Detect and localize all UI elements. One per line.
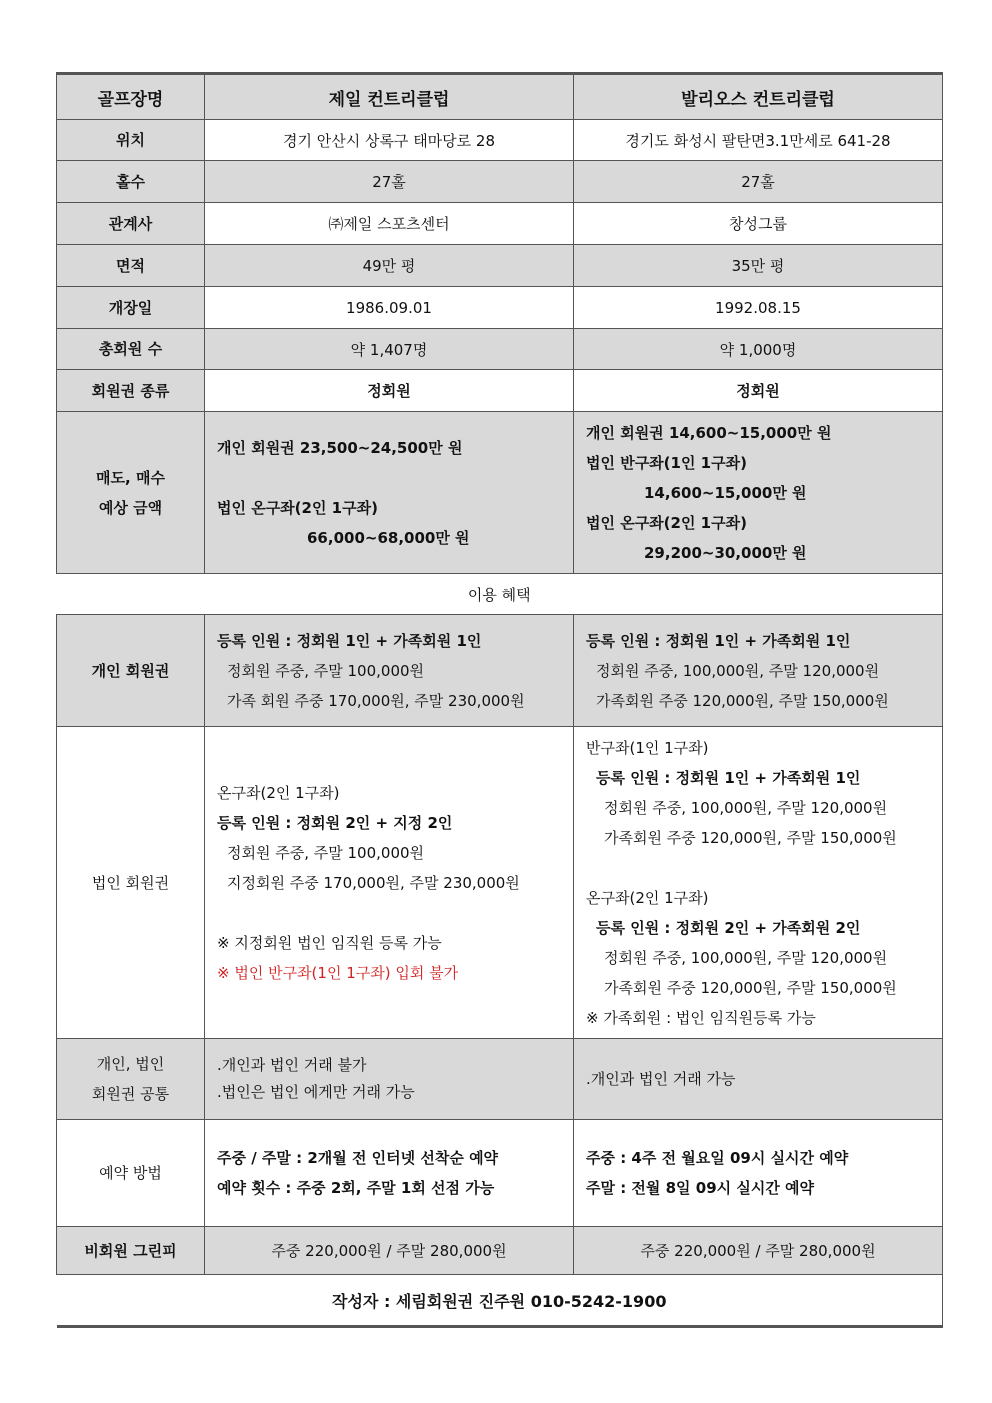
corporate-b-line: 정회원 주중, 100,000원, 주말 120,000원 (604, 948, 888, 967)
individual-b (574, 615, 943, 727)
holes-b: 27홀 (574, 161, 943, 203)
reservation-a-line: 예약 횟수 : 주중 2회, 주말 1회 선점 가능 (217, 1179, 495, 1197)
row-members (57, 329, 943, 370)
row-area (57, 245, 943, 287)
row-membership-type (57, 370, 943, 412)
label-common-line-1: 개인, 법인 (96, 1055, 165, 1073)
golf-club-comparison-table (56, 72, 943, 1328)
individual-a-line: 등록 인원 : 정회원 1인 + 가족회원 1인 (217, 631, 482, 650)
individual-a-line: 가족 회원 주중 170,000원, 주말 230,000원 (227, 691, 525, 710)
common-a (205, 1039, 574, 1120)
affiliate-a: ㈜제일 스포츠센터 (205, 203, 574, 245)
individual-b-line: 정회원 주중, 100,000원, 주말 120,000원 (596, 661, 880, 680)
individual-b-line: 가족회원 주중 120,000원, 주말 150,000원 (596, 691, 889, 710)
label-price-line-2: 예상 금액 (98, 498, 163, 517)
label-holes: 홀수 (57, 161, 205, 203)
row-benefits-title (57, 574, 943, 615)
row-location (57, 120, 943, 161)
row-holes (57, 161, 943, 203)
membership-type-b: 정회원 (574, 370, 943, 412)
label-common-line-2: 회원권 공통 (91, 1085, 170, 1103)
row-opening (57, 287, 943, 329)
green-fee-a: 주중 220,000원 / 주말 280,000원 (205, 1227, 574, 1275)
price-a-line: 개인 회원권 23,500~24,500만 원 (217, 438, 463, 457)
label-membership-type: 회원권 종류 (57, 370, 205, 412)
corporate-a-line: 지정회원 주중 170,000원, 주말 230,000원 (227, 873, 520, 892)
row-price (57, 412, 943, 574)
row-affiliate (57, 203, 943, 245)
price-b-line: 14,600~15,000만 원 (644, 483, 807, 502)
corporate-a-note: ※ 지정회원 법인 임직원 등록 가능 (217, 933, 442, 952)
corporate-a-warning: ※ 법인 반구좌(1인 1구좌) 입회 불가 (217, 963, 459, 982)
corporate-b-line: 정회원 주중, 100,000원, 주말 120,000원 (604, 798, 888, 817)
label-members: 총회원 수 (57, 329, 205, 370)
row-author (57, 1275, 943, 1327)
corporate-b-line: 등록 인원 : 정회원 1인 + 가족회원 1인 (596, 768, 861, 787)
author-line: 작성자 : 세림회원권 진주원 010-5242-1900 (57, 1275, 943, 1327)
corporate-b (574, 727, 943, 1039)
reservation-a (205, 1120, 574, 1227)
corporate-b-line: 온구좌(2인 1구좌) (586, 888, 709, 907)
label-individual: 개인 회원권 (57, 615, 205, 727)
label-price (57, 412, 205, 574)
header-club-b: 발리오스 컨트리클럽 (574, 74, 943, 120)
price-b-line: 개인 회원권 14,600~15,000만 원 (586, 423, 832, 442)
label-affiliate: 관계사 (57, 203, 205, 245)
label-green-fee: 비회원 그린피 (57, 1227, 205, 1275)
label-reservation: 예약 방법 (57, 1120, 205, 1227)
price-b-line: 29,200~30,000만 원 (644, 543, 807, 562)
corporate-a-line: 정회원 주중, 주말 100,000원 (227, 843, 425, 862)
common-a-line: .개인과 법인 거래 불가 (217, 1056, 367, 1074)
label-area: 면적 (57, 245, 205, 287)
label-price-line-1: 매도, 매수 (96, 468, 165, 487)
opening-a: 1986.09.01 (205, 287, 574, 329)
price-b (574, 412, 943, 574)
label-common (57, 1039, 205, 1120)
members-a: 약 1,407명 (205, 329, 574, 370)
common-b (574, 1039, 943, 1120)
row-corporate (57, 727, 943, 1039)
price-b-line: 법인 온구좌(2인 1구좌) (586, 513, 747, 532)
header-label: 골프장명 (57, 74, 205, 120)
individual-a (205, 615, 574, 727)
price-b-line: 법인 반구좌(1인 1구좌) (586, 453, 747, 472)
label-location: 위치 (57, 120, 205, 161)
corporate-b-line: 가족회원 주중 120,000원, 주말 150,000원 (604, 978, 897, 997)
reservation-a-line: 주중 / 주말 : 2개월 전 인터넷 선착순 예약 (217, 1149, 499, 1167)
reservation-b-line: 주중 : 4주 전 월요일 09시 실시간 예약 (586, 1149, 849, 1167)
corporate-a-line: 온구좌(2인 1구좌) (217, 783, 340, 802)
benefits-title: 이용 혜택 (57, 574, 943, 615)
membership-type-a: 정회원 (205, 370, 574, 412)
green-fee-b: 주중 220,000원 / 주말 280,000원 (574, 1227, 943, 1275)
corporate-b-note: ※ 가족회원 : 법인 임직원등록 가능 (586, 1008, 816, 1027)
location-b: 경기도 화성시 팔탄면3.1만세로 641-28 (574, 120, 943, 161)
row-individual (57, 615, 943, 727)
corporate-b-line: 가족회원 주중 120,000원, 주말 150,000원 (604, 828, 897, 847)
price-a-line: 66,000~68,000만 원 (307, 528, 470, 547)
corporate-b-line: 등록 인원 : 정회원 2인 + 가족회원 2인 (596, 918, 861, 937)
label-opening: 개장일 (57, 287, 205, 329)
row-reservation (57, 1120, 943, 1227)
reservation-b-line: 주말 : 전월 8일 09시 실시간 예약 (586, 1179, 815, 1197)
members-b: 약 1,000명 (574, 329, 943, 370)
header-club-a: 제일 컨트리클럽 (205, 74, 574, 120)
comparison-sheet (56, 72, 942, 1328)
common-a-line: .법인은 법인 에게만 거래 가능 (217, 1083, 415, 1101)
price-a-line: 법인 온구좌(2인 1구좌) (217, 498, 378, 517)
area-a: 49만 평 (205, 245, 574, 287)
area-b: 35만 평 (574, 245, 943, 287)
corporate-b-line: 반구좌(1인 1구좌) (586, 738, 709, 757)
holes-a: 27홀 (205, 161, 574, 203)
individual-b-line: 등록 인원 : 정회원 1인 + 가족회원 1인 (586, 631, 851, 650)
corporate-a-line: 등록 인원 : 정회원 2인 + 지정 2인 (217, 813, 453, 832)
row-common (57, 1039, 943, 1120)
individual-a-line: 정회원 주중, 주말 100,000원 (227, 661, 425, 680)
location-a: 경기 안산시 상록구 태마당로 28 (205, 120, 574, 161)
reservation-b (574, 1120, 943, 1227)
price-a (205, 412, 574, 574)
corporate-a (205, 727, 574, 1039)
affiliate-b: 창성그룹 (574, 203, 943, 245)
label-corporate: 법인 회원권 (57, 727, 205, 1039)
row-green-fee (57, 1227, 943, 1275)
header-row (57, 74, 943, 120)
common-b-line: .개인과 법인 거래 가능 (586, 1070, 736, 1088)
opening-b: 1992.08.15 (574, 287, 943, 329)
